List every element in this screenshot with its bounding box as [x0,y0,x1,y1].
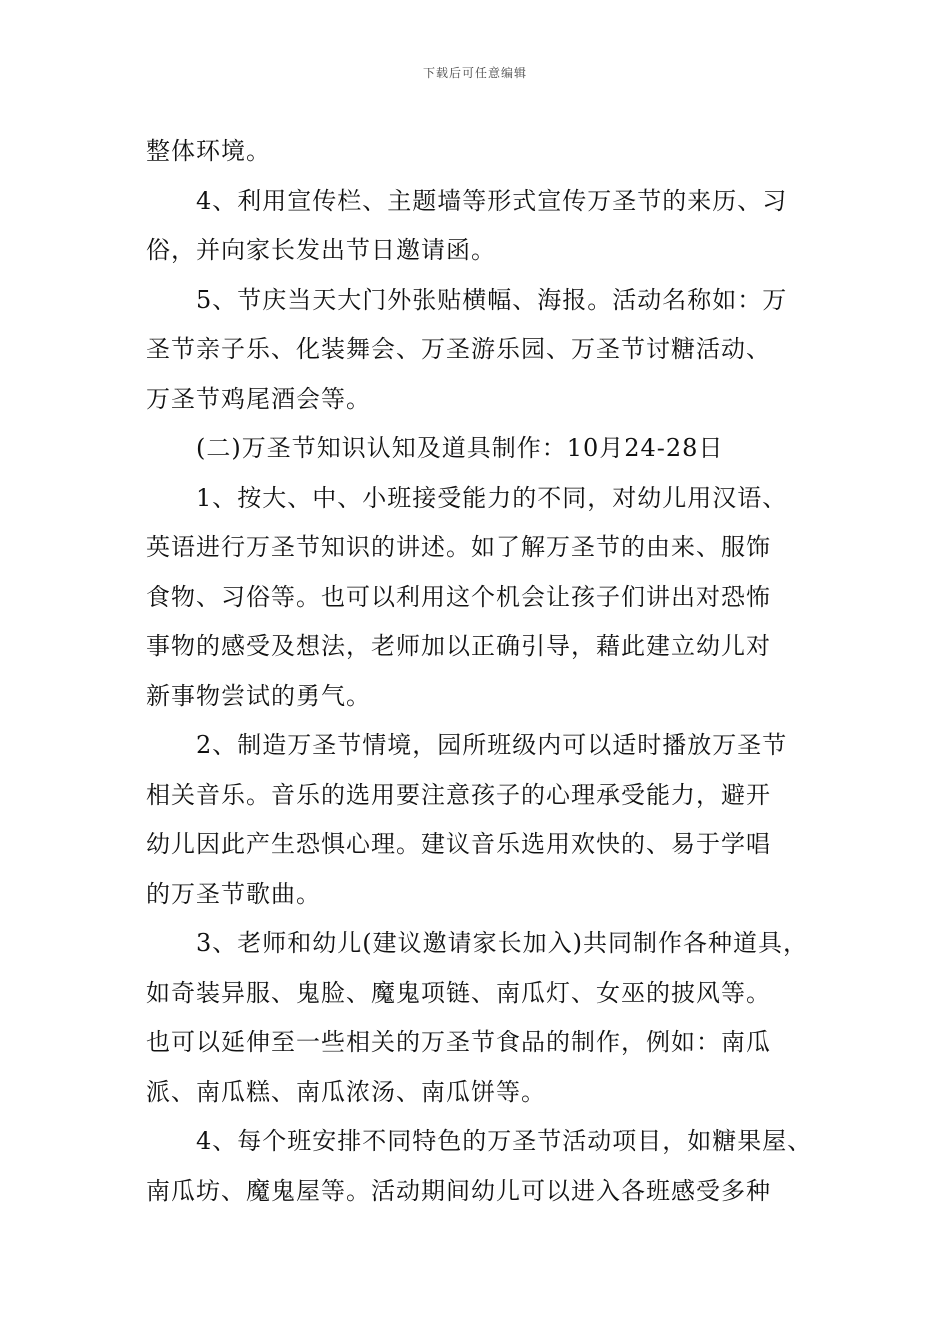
text-line: 4、每个班安排不同特色的万圣节活动项目，如糖果屋、 [196,1127,813,1155]
text-line: 相关音乐。音乐的选用要注意孩子的心理承受能力，避开 [146,780,771,809]
text-line: 幼儿因此产生恐惧心理。建议音乐选用欢快的、易于学唱 [146,830,771,858]
text-line: 4、利用宣传栏、主题墙等形式宣传万圣节的来历、习 [196,186,788,215]
text-line: 食物、习俗等。也可以利用这个机会让孩子们讲出对恐怖 [146,582,771,611]
text-line: 南瓜坊、魔鬼屋等。活动期间幼儿可以进入各班感受多种 [146,1176,771,1205]
page-header: 下载后可任意编辑 [422,66,527,80]
text-line: 俗，并向家长发出节日邀请函。 [146,236,496,264]
text-line: 也可以延伸至一些相关的万圣节食品的制作，例如：南瓜 [146,1028,771,1056]
text-line: 2、制造万圣节情境，园所班级内可以适时播放万圣节 [196,731,788,759]
text-line: 5、节庆当天大门外张贴横幅、海报。活动名称如：万 [196,285,788,314]
text-line: 整体环境。 [146,137,271,165]
text-line: 1、按大、中、小班接受能力的不同，对幼儿用汉语、 [196,483,788,512]
text-line: 新事物尝试的勇气。 [146,681,371,710]
text-line: 的万圣节歌曲。 [146,879,321,908]
document-body [146,127,826,1216]
text-line: 英语进行万圣节知识的讲述。如了解万圣节的由来、服饰 [146,533,771,561]
text-line: 如奇装异服、鬼脸、魔鬼项链、南瓜灯、女巫的披风等。 [146,978,771,1007]
text-line: 圣节亲子乐、化装舞会、万圣游乐园、万圣节讨糖活动、 [146,335,771,363]
text-line: 3、老师和幼儿(建议邀请家长加入)共同制作各种道具， [196,929,808,957]
text-line: 派、南瓜糕、南瓜浓汤、南瓜饼等。 [146,1077,546,1106]
text-line: 万圣节鸡尾酒会等。 [146,384,371,413]
section-heading: (二)万圣节知识认知及道具制作：10月24-28日 [196,434,724,462]
text-line: 事物的感受及想法，老师加以正确引导，藉此建立幼儿对 [146,632,771,660]
